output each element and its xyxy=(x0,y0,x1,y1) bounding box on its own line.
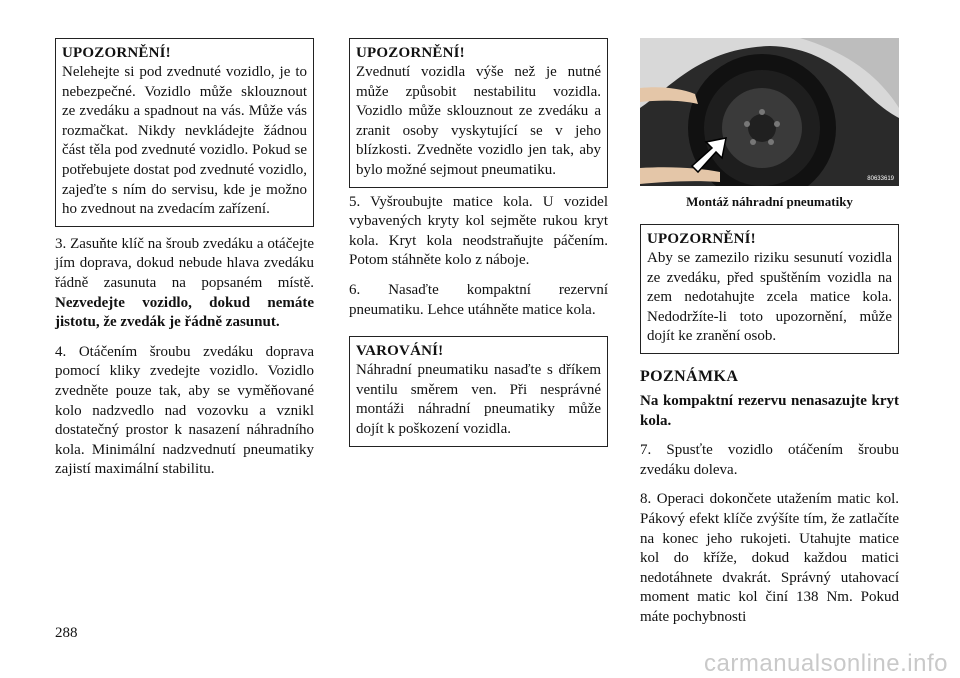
page-number: 288 xyxy=(55,625,78,641)
warning-text: Nelehejte si pod zvednuté vozidlo, je to nebezpečné. Vozidlo může sklouznout ze zvedáku a spadnout na vás. Může vás rozmačkat. Nikdy nevkládejte žádnou část těla pod zvednuté vozidlo. Pokud se potřebujete dostat pod zvednuté vozidlo, zajeďte s ním do servisu, kde je možno ho zvednout na zvedacím zařízení. xyxy=(62,64,307,218)
step-3-bold: Nezvedejte vozidlo, dokud nemáte jistotu, že zvedák je řádně zasunut. xyxy=(55,294,314,331)
warning-box-2 xyxy=(349,38,608,188)
caution-text: Náhradní pneumatiku nasaďte s dříkem ventilu směrem ven. Při nesprávné montáži náhradní pneumatiky může dojít k poškození vozidla. xyxy=(356,362,601,437)
step-3-text: 3. Zasuňte klíč na šroub zvedáku a otáčejte jím doprava, dokud nebude hlava zvedáku řádně zasunuta na popsaném místě. xyxy=(55,235,314,291)
step-5: 5. Vyšroubujte matice kola. U vozidel vybavených kryty kol sejměte rukou kryt kola. Kryt kola neodstraňujte páčením. Potom stáhněte kolo z náboje. xyxy=(349,193,608,269)
step-3 xyxy=(55,235,314,333)
column-right xyxy=(640,38,899,638)
spare-tire-photo xyxy=(640,38,899,186)
watermark: carmanualsonline.info xyxy=(704,650,948,677)
warning-box-3 xyxy=(640,224,899,354)
spare-tire-illustration xyxy=(640,38,899,186)
step-7: 7. Spusťte vozidlo otáčením šroubu zvedáku doleva. xyxy=(640,442,899,478)
note-text-bold: Na kompaktní rezervu nenasazujte kryt kola. xyxy=(640,392,899,429)
column-middle xyxy=(349,38,608,447)
note-title: POZNÁMKA xyxy=(640,367,739,385)
warning-title: UPOZORNĚNÍ! xyxy=(62,45,171,61)
step-6: 6. Nasaďte kompaktní rezervní pneumatiku. Lehce utáhněte matice kola. xyxy=(349,281,608,318)
warning-text: Aby se zamezilo riziku sesunutí vozidla ze zvedáku, před spuštěním vozidla na zem nedotahujte zcela matice kola. Nedodržíte-li toto upozornění, může dojít ke zranění osob. xyxy=(647,250,892,345)
column-left xyxy=(55,38,314,490)
step-8: 8. Operaci dokončete utažením matic kol. Pákový efekt klíče zvýšíte tím, že zatlačíte na konec jeho rukojeti. Utahujte matice kol do kříže, dokud každou matici nedotáhnete dvakrát. Správný utahovací moment matic kol činí 138 Nm. Pokud máte pochybnosti xyxy=(640,491,899,625)
caution-box xyxy=(349,336,608,446)
warning-text: Zvednutí vozidla výše než je nutné může způsobit nestabilitu vozidla. Vozidlo může sklouznout ze zvedáku a zranit osoby vyskytující se v jeho blízkosti. Zvedněte vozidlo jen tak, aby bylo možné sejmout pneumatiku. xyxy=(356,64,601,178)
warning-title: UPOZORNĚNÍ! xyxy=(356,45,465,61)
warning-box-1 xyxy=(55,38,314,227)
photo-caption: Montáž náhradní pneumatiky xyxy=(686,194,853,209)
caution-title: VAROVÁNÍ! xyxy=(356,343,444,360)
warning-title: UPOZORNĚNÍ! xyxy=(647,231,756,247)
photo-code: 80633619 xyxy=(867,176,894,182)
note-text xyxy=(640,392,899,431)
step-4: 4. Otáčením šroubu zvedáku doprava pomocí kliky zvedejte vozidlo. Vozidlo zvedněte pouze tak, aby se vyměňované kolo nadzvedlo nad vozovku a vznikl dostatečný prostor k nasazení náhradního kola. Minimální nadzvednutí pneumatiky zajistí maximální stabilitu. xyxy=(55,343,314,478)
